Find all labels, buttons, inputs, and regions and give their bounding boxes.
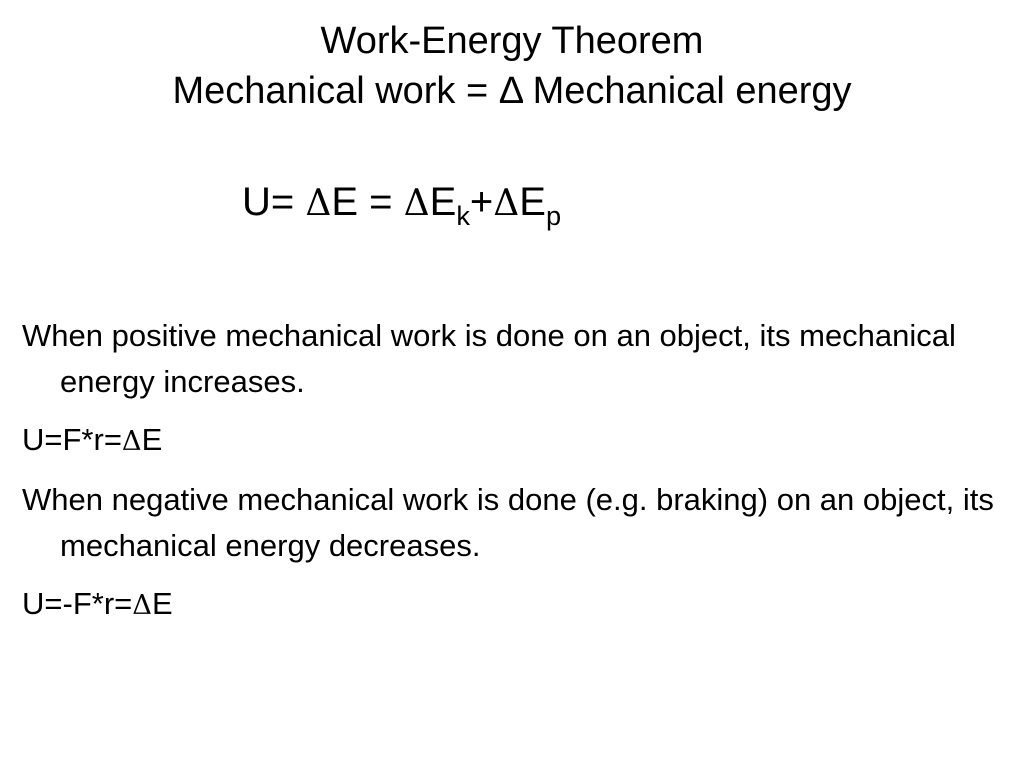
negative-work-formula bbox=[22, 581, 1012, 629]
title-line-2: Mechanical work = Δ Mechanical energy bbox=[172, 70, 852, 112]
slide-title bbox=[0, 16, 1024, 116]
potential-energy-symbol: E bbox=[519, 180, 546, 224]
equation-lhs: U= bbox=[242, 180, 306, 224]
formula-prefix: U=-F*r= bbox=[22, 586, 133, 621]
potential-subscript: p bbox=[545, 200, 562, 232]
formula-suffix: E bbox=[151, 586, 173, 621]
kinetic-subscript: k bbox=[456, 200, 470, 232]
formula-suffix: E bbox=[141, 422, 163, 457]
positive-work-formula bbox=[22, 417, 1012, 465]
delta-symbol: Δ bbox=[403, 183, 430, 224]
title-line-1: Work-Energy Theorem bbox=[320, 20, 704, 62]
slide-body bbox=[22, 313, 1012, 641]
positive-work-paragraph: When positive mechanical work is done on an object, its mechanical energy increases. bbox=[22, 318, 956, 399]
work-energy-equation bbox=[242, 175, 561, 231]
negative-work-paragraph: When negative mechanical work is done (e.g. braking) on an object, its mechanical energy decreases. bbox=[22, 482, 994, 563]
kinetic-energy-symbol: E bbox=[429, 180, 457, 224]
equation-middle: E = bbox=[331, 180, 404, 224]
formula-prefix: U=F*r= bbox=[22, 422, 122, 457]
delta-symbol: Δ bbox=[305, 183, 332, 224]
plus-sign: + bbox=[469, 180, 494, 224]
delta-symbol: Δ bbox=[121, 426, 142, 457]
delta-symbol: Δ bbox=[132, 590, 152, 621]
delta-symbol: Δ bbox=[493, 183, 520, 224]
